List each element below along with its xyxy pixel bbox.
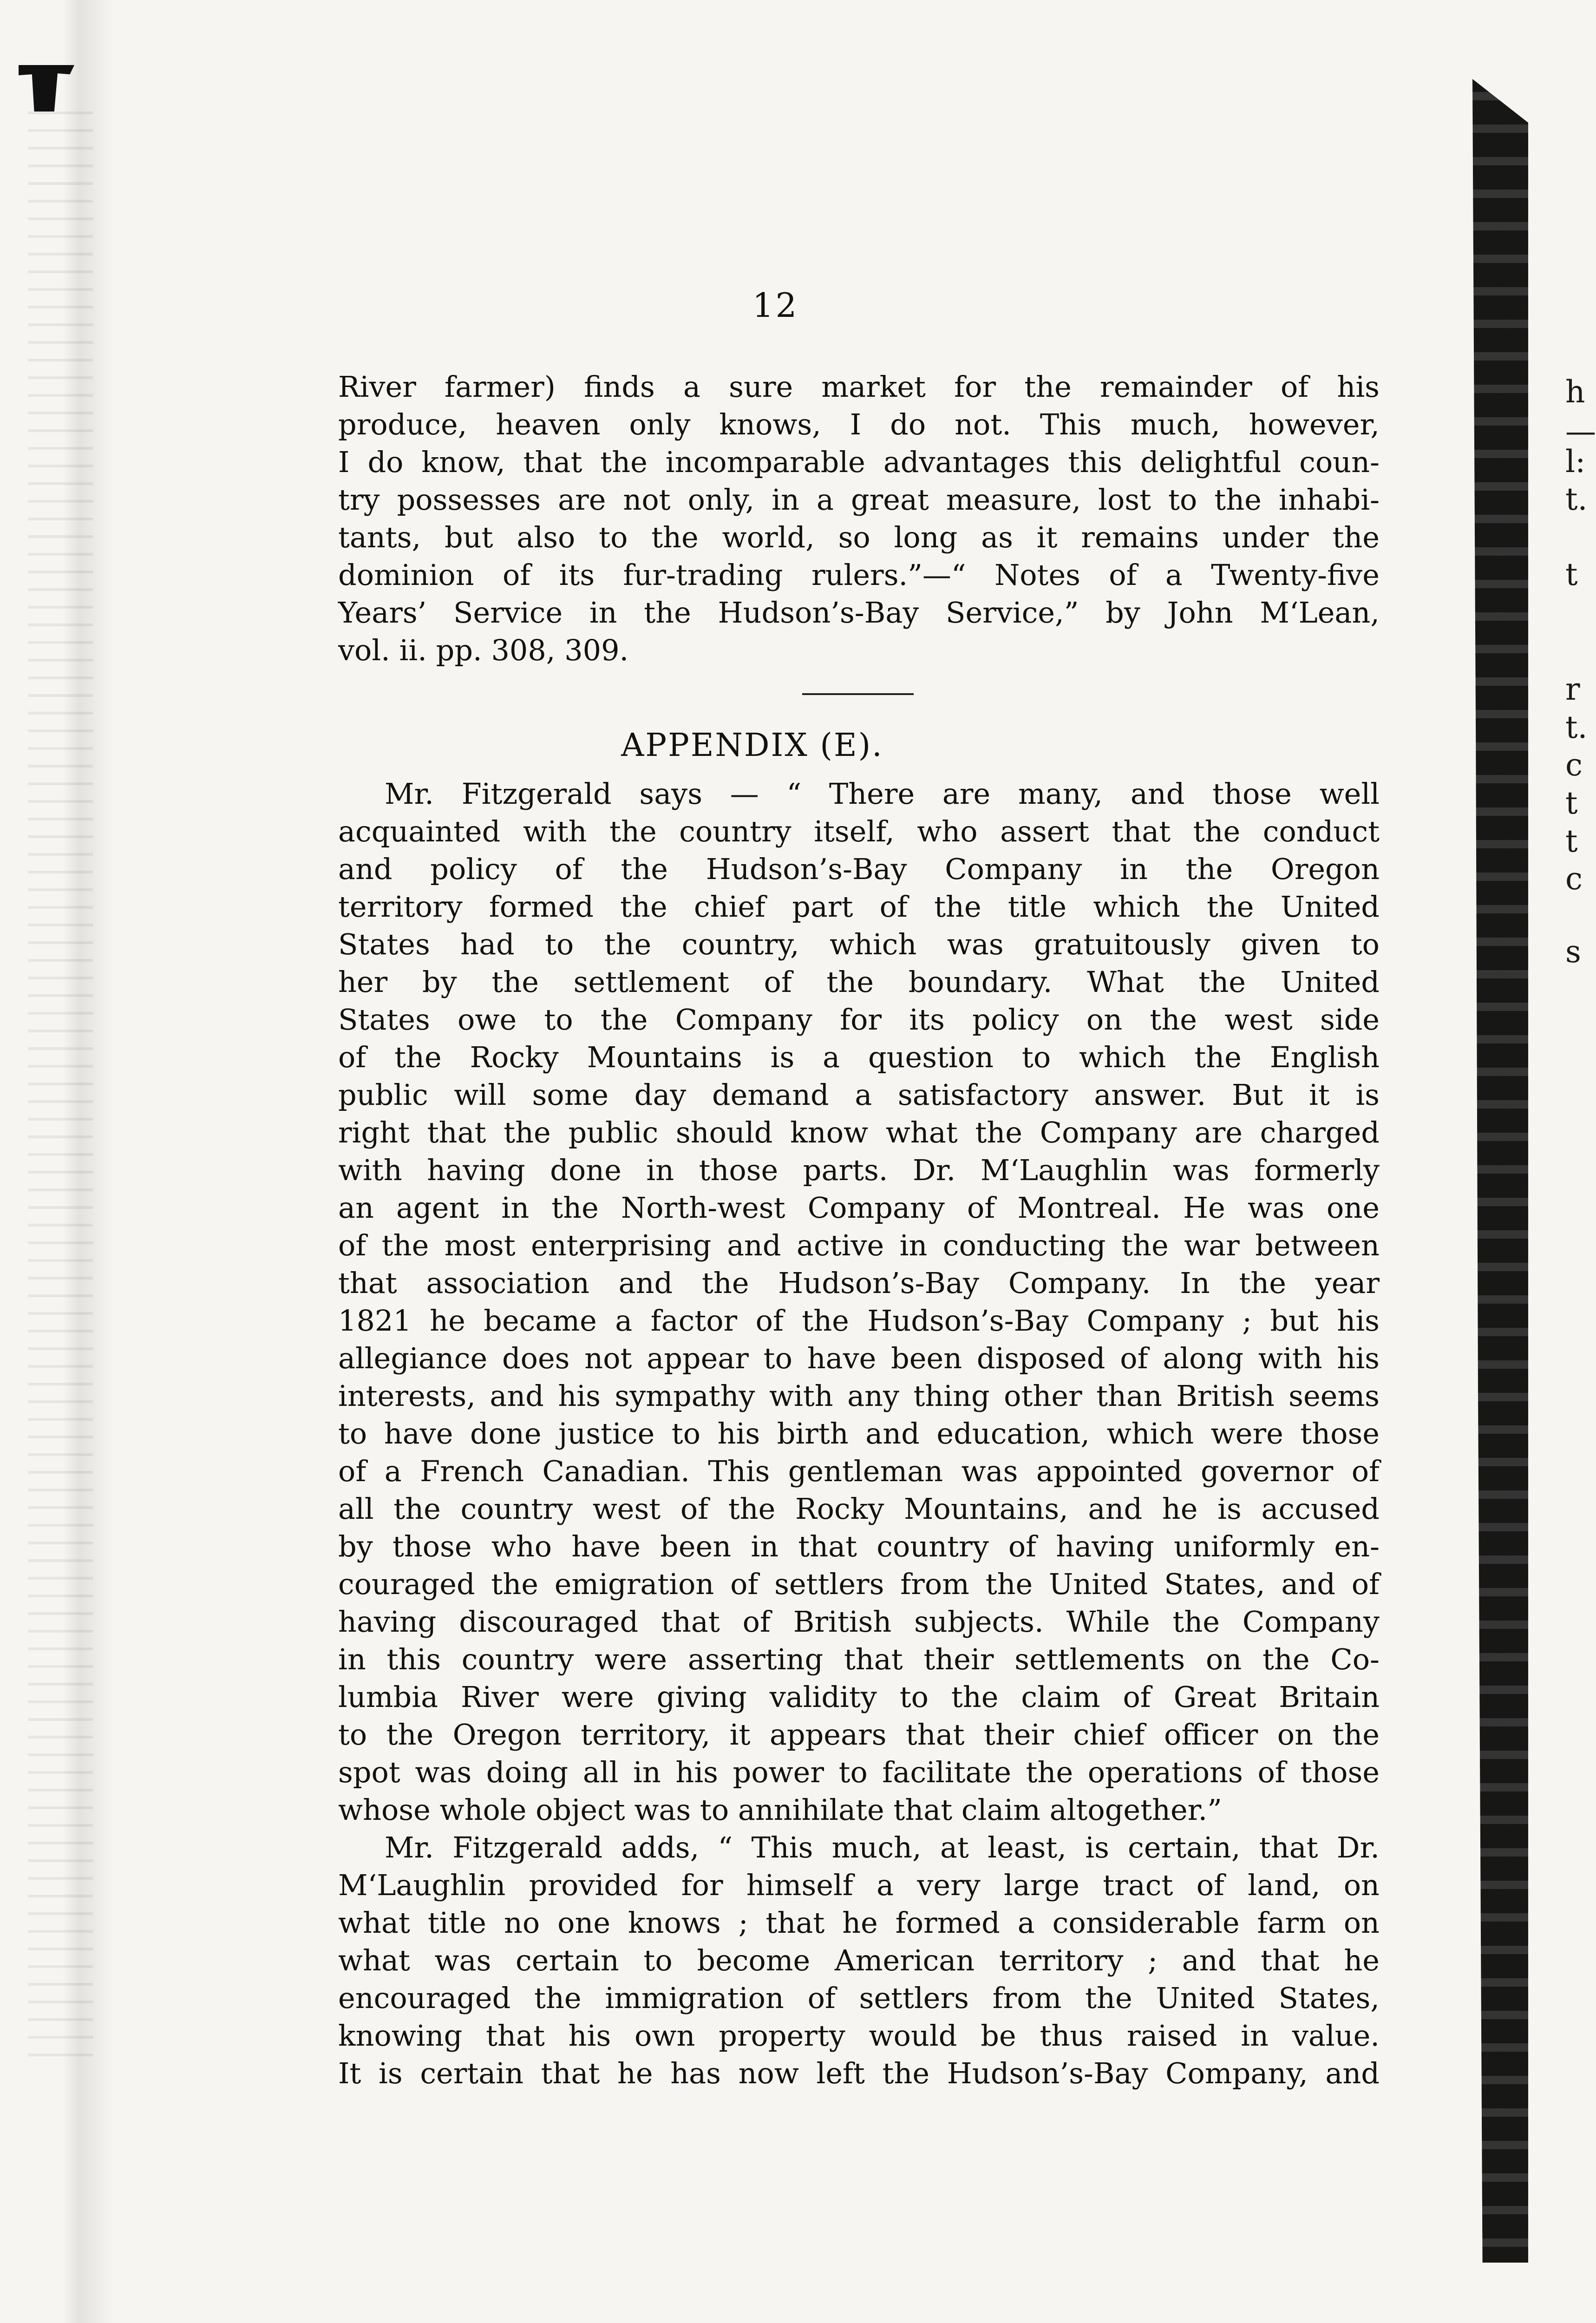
text-line: an agent in the North-west Company of Montreal. He was one bbox=[338, 1191, 1380, 1225]
text-line: interests, and his sympathy with any thing other than British seems bbox=[338, 1379, 1380, 1413]
text-line: to have done justice to his birth and education, which were those bbox=[338, 1417, 1380, 1450]
text-line: of a French Canadian. This gentleman was appointed governor of bbox=[338, 1454, 1380, 1488]
text-line: all the country west of the Rocky Mountains, and he is accused bbox=[338, 1492, 1380, 1526]
text-line: tants, but also to the world, so long as it remains under the bbox=[338, 520, 1380, 554]
text-line: of the Rocky Mountains is a question to which the English bbox=[338, 1040, 1380, 1074]
bleed-letter: t. bbox=[1565, 709, 1588, 745]
facing-page-bleed bbox=[1565, 0, 1596, 2323]
text-line: what title no one knows ; that he formed a considerable farm on bbox=[338, 1906, 1380, 1940]
bleed-letter: t bbox=[1565, 785, 1578, 821]
text-line: produce, heaven only knows, I do not. This much, however, bbox=[338, 407, 1380, 441]
text-line: M‘Laughlin provided for himself a very large tract of land, on bbox=[338, 1868, 1380, 1902]
text-line: States had to the country, which was gratuitously given to bbox=[338, 927, 1380, 961]
scan-left-margin bbox=[0, 0, 114, 2323]
text-line: of the most enterprising and active in conducting the war between bbox=[338, 1228, 1380, 1262]
bleed-letter: h bbox=[1565, 374, 1585, 410]
text-line: encouraged the immigration of settlers from the United States, bbox=[338, 1981, 1380, 2015]
text-line: and policy of the Hudson’s-Bay Company in the Oregon bbox=[338, 852, 1380, 886]
appendix-paragraph-2 bbox=[338, 1829, 1380, 2092]
appendix-paragraph-1 bbox=[338, 775, 1380, 1829]
text-line: It is certain that he has now left the Hudson’s-Bay Company, and bbox=[338, 2056, 1380, 2090]
bleed-letter: c bbox=[1565, 861, 1583, 897]
text-line: to the Oregon territory, it appears that their chief officer on the bbox=[338, 1718, 1380, 1752]
text-line: Years’ Service in the Hudson’s-Bay Service,” by John M‘Lean, bbox=[338, 596, 1380, 630]
text-line: acquainted with the country itself, who assert that the conduct bbox=[338, 814, 1380, 848]
text-line: Mr. Fitzgerald adds, “ This much, at least, is certain, that Dr. bbox=[385, 1831, 1380, 1864]
bleed-letter: s bbox=[1565, 934, 1581, 970]
text-line: having discouraged that of British subjects. While the Company bbox=[338, 1605, 1380, 1639]
text-line: territory formed the chief part of the title which the United bbox=[338, 890, 1380, 924]
appendix-heading: APPENDIX (E). bbox=[621, 727, 883, 764]
binding-mark bbox=[19, 65, 74, 112]
bleed-letter: c bbox=[1565, 747, 1583, 783]
scan-gutter-shadow bbox=[1472, 79, 1528, 2263]
text-line: with having done in those parts. Dr. M‘Laughlin was formerly bbox=[338, 1153, 1380, 1187]
text-line: in this country were asserting that their settlements on the Co- bbox=[338, 1642, 1380, 1676]
text-line: Mr. Fitzgerald says — “ There are many, and those well bbox=[385, 777, 1380, 811]
text-line: lumbia River were giving validity to the claim of Great Britain bbox=[338, 1680, 1380, 1714]
bleed-letter: t bbox=[1565, 823, 1578, 859]
text-line: allegiance does not appear to have been disposed of along with his bbox=[338, 1341, 1380, 1375]
scan-speckles bbox=[28, 112, 93, 2063]
quotation-paragraph bbox=[338, 368, 1380, 669]
text-line: knowing that his own property would be thus raised in value. bbox=[338, 2019, 1380, 2053]
text-line: that association and the Hudson’s-Bay Company. In the year bbox=[338, 1266, 1380, 1300]
text-line: what was certain to become American territory ; and that he bbox=[338, 1943, 1380, 1977]
text-line: couraged the emigration of settlers from the United States, and of bbox=[338, 1567, 1380, 1601]
text-line: public will some day demand a satisfactory answer. But it is bbox=[338, 1078, 1380, 1112]
text-line: 1821 he became a factor of the Hudson’s-Bay Company ; but his bbox=[338, 1304, 1380, 1338]
text-line: vol. ii. pp. 308, 309. bbox=[338, 633, 629, 667]
text-line: spot was doing all in his power to facilitate the operations of those bbox=[338, 1755, 1380, 1789]
bleed-letter: t bbox=[1565, 557, 1578, 592]
text-line: River farmer) finds a sure market for the remainder of his bbox=[338, 370, 1380, 404]
text-line: States owe to the Company for its policy on the west side bbox=[338, 1003, 1380, 1037]
text-line: right that the public should know what the Company are charged bbox=[338, 1116, 1380, 1149]
text-line: her by the settlement of the boundary. What the United bbox=[338, 965, 1380, 999]
bleed-letter: — bbox=[1565, 413, 1596, 449]
bleed-letter: l: bbox=[1565, 444, 1586, 479]
text-line: whose whole object was to annihilate that claim altogether.” bbox=[338, 1793, 1222, 1827]
section-divider bbox=[802, 693, 914, 695]
text-line: by those who have been in that country of having uniformly en- bbox=[338, 1529, 1380, 1563]
text-line: I do know, that the incomparable advantages this delightful coun- bbox=[338, 445, 1380, 479]
text-line: dominion of its fur-trading rulers.”—“ Notes of a Twenty-five bbox=[338, 558, 1380, 592]
page-number: 12 bbox=[752, 286, 799, 325]
bleed-letter: r bbox=[1565, 671, 1580, 707]
text-line: try possesses are not only, in a great measure, lost to the inhabi- bbox=[338, 483, 1380, 517]
bleed-letter: t. bbox=[1565, 481, 1588, 517]
